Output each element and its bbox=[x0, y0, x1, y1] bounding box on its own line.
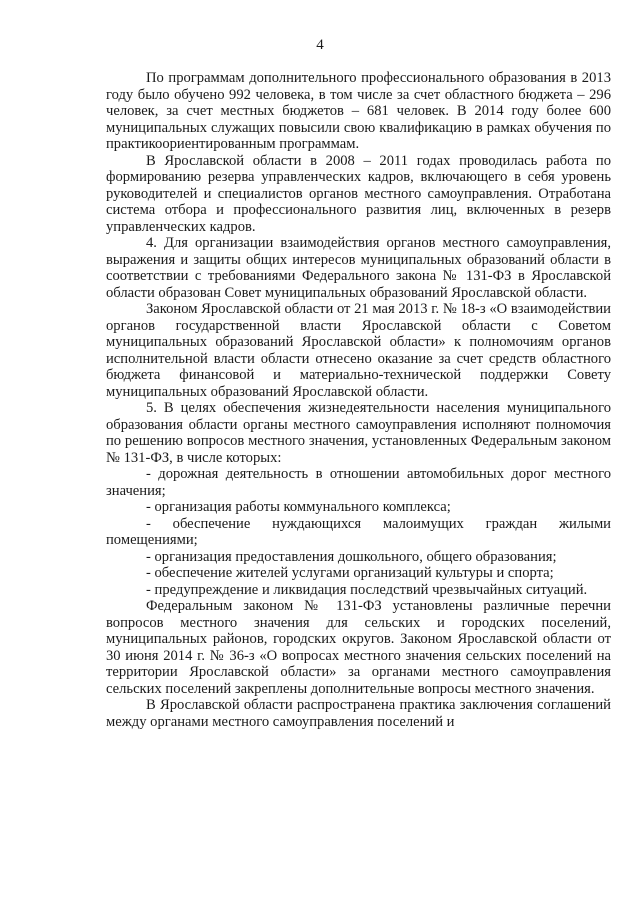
paragraph-training-stats: По программам дополнительного профессионального образования в 2013 году было обучено 992 человека, в том числе за счет областного бюджета – 296 человек, за счет местных бюджетов – 681 человек. В 2014 году более 600 муниципальных служащих повысили свою квалификацию в рамках обучения по практикоориентированным программам. bbox=[106, 70, 611, 152]
paragraph-agreements: В Ярославской области распространена практика заключения соглашений между органами местного самоуправления поселений и bbox=[106, 697, 611, 730]
list-item-education: - организация предоставления дошкольного, общего образования; bbox=[146, 548, 557, 565]
paragraph-personnel-reserve: В Ярославской области в 2008 – 2011 годах проводилась работа по формированию резерва управленческих кадров, включающего в себя уровень руководителей и специалистов органов местного самоуправления. Отработана система отбора и профессионального развития лиц, включенных в резерв управленческих кадров. bbox=[106, 152, 611, 235]
page-number: 4 bbox=[316, 37, 324, 53]
list-item-culture-sport: - обеспечение жителей услугами организаций культуры и спорта; bbox=[146, 565, 554, 581]
paragraph-regional-law: Законом Ярославской области от 21 мая 2013 г. № 18-з «О взаимодействии органов государственной власти Ярославской области с Советом муниципальных образований Ярославской области» к полномочиям органов исполнительной власти области отнесено оказание за счет средств областного бюджета финансовой и материально-технической поддержки Совету муниципальных образований Ярославской области. bbox=[106, 301, 611, 400]
list-item-roads: - дорожная деятельность в отношении автомобильных дорог местного значения; bbox=[106, 466, 611, 499]
paragraph-local-powers: 5. В целях обеспечения жизнедеятельности населения муниципального образования области органы местного самоуправления исполняют полномочия по решению вопросов местного значения, установленных Федеральным законом № 131-ФЗ, в числе которых: bbox=[106, 400, 611, 466]
body-text bbox=[106, 70, 611, 730]
paragraph-federal-law-lists: Федеральным законом № 131-ФЗ установлены различные перечни вопросов местного значения для сельских и городских поселений, муниципальных районов, городских округов. Законом Ярославской области от 30 июня 2014 г. № 36-з «О вопросах местного значения сельских поселений на территории Ярославской области» за органами местного самоуправления сельских поселений закреплены дополнительные вопросы местного значения. bbox=[106, 598, 611, 697]
list-item-emergencies: - предупреждение и ликвидация последствий чрезвычайных ситуаций. bbox=[146, 581, 588, 598]
list-item-utilities: - организация работы коммунального комплекса; bbox=[146, 499, 451, 515]
paragraph-council-formation: 4. Для организации взаимодействия органов местного самоуправления, выражения и защиты общих интересов муниципальных образований области в соответствии с требованиями Федерального закона № 131-ФЗ в Ярославской области образован Совет муниципальных образований Ярославской области. bbox=[106, 235, 611, 301]
list-item-housing: - обеспечение нуждающихся малоимущих граждан жилыми помещениями; bbox=[106, 515, 611, 548]
